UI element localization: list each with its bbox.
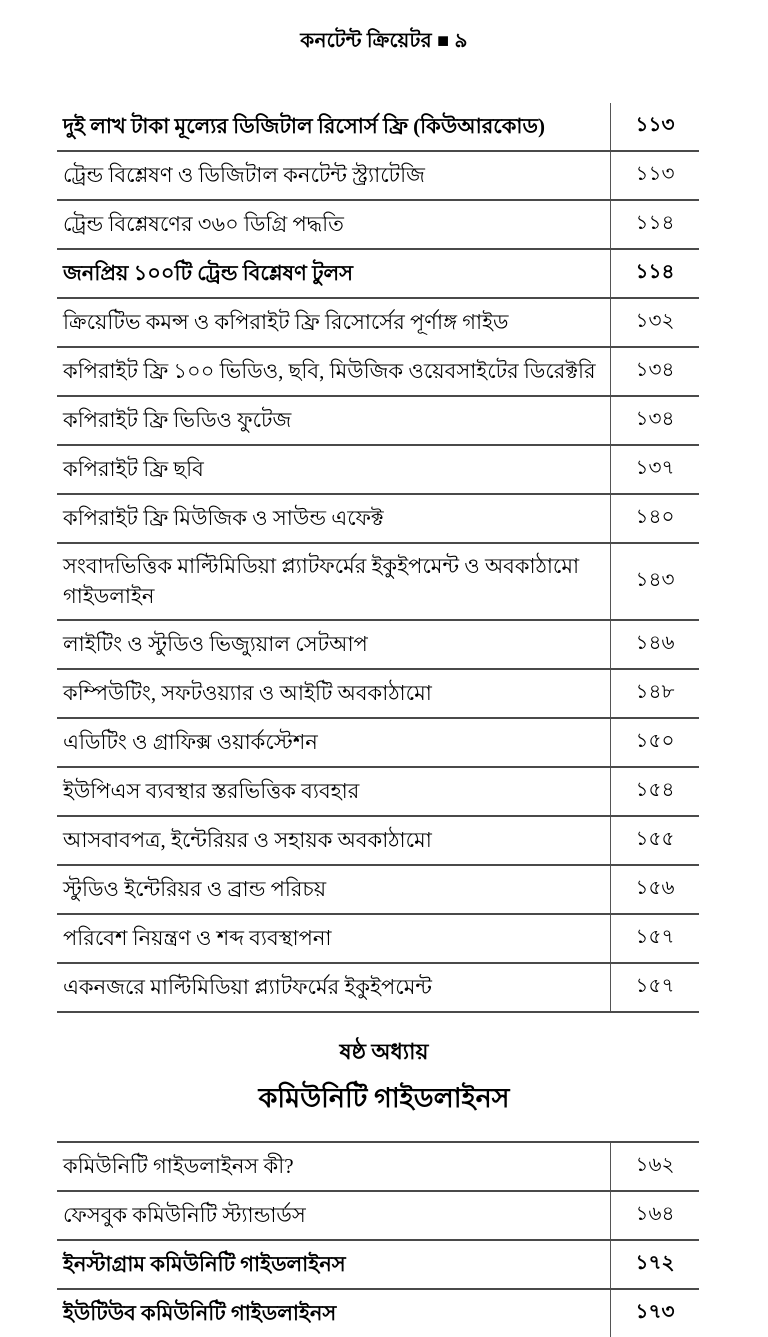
table-row [57,299,699,348]
toc-entry-title: কপিরাইট ফ্রি ভিডিও ফুটেজ [63,408,292,433]
toc-entry-title: সংবাদভিত্তিক মাল্টিমিডিয়া প্ল্যাটফর্মের ইকুইপমেন্ট ও অবকাঠামো গাইডলাইন [63,554,580,609]
chapter-title-heading: কমিউনিটি গাইডলাইনস [258,1082,510,1113]
toc-entry-title: স্টুডিও ইন্টেরিয়র ও ব্রান্ড পরিচয় [63,877,327,902]
toc-entry-page: ১৫৫ [610,817,699,864]
table-row [57,1290,699,1337]
toc-entry-page: ১৩৪ [610,397,699,444]
toc-entry-page: ১৬৪ [610,1192,699,1239]
toc-entry-title: ফেসবুক কমিউনিটি স্ট্যান্ডার্ডস [63,1203,306,1228]
toc-entry-page: ১৪৬ [610,621,699,668]
toc-entry-title: পরিবেশ নিয়ন্ত্রণ ও শব্দ ব্যবস্থাপনা [63,926,332,951]
table-row [57,964,699,1013]
table-row [57,817,699,866]
page-header: কনটেন্ট ক্রিয়েটর ■ ৯ [300,30,468,52]
table-row [57,1241,699,1290]
toc-entry-title: কমিউনিটি গাইডলাইনস কী? [63,1154,294,1179]
toc-entry-page: ১১৪ [610,201,699,248]
table-row [57,719,699,768]
table-row [57,1143,699,1192]
table-row [57,348,699,397]
toc-entry-page: ১৪০ [610,495,699,542]
table-row [57,915,699,964]
toc-entry-title: আসবাবপত্র, ইন্টেরিয়র ও সহায়ক অবকাঠামো [63,828,432,853]
toc-table-2 [57,1141,699,1337]
toc-entry-page: ১৫৬ [610,866,699,913]
chapter-heading [0,1035,768,1123]
toc-entry-title: ক্রিয়েটিভ কমন্স ও কপিরাইট ফ্রি রিসোর্সের পূর্ণাঙ্গ গাইড [63,310,509,335]
toc-entry-page: ১৬২ [610,1143,699,1190]
table-row [57,446,699,495]
toc-entry-page: ১১৩ [610,152,699,199]
toc-entry-title: ট্রেন্ড বিশ্লেষণের ৩৬০ ডিগ্রি পদ্ধতি [63,212,344,237]
toc-entry-title: ইউটিউব কমিউনিটি গাইডলাইনস [63,1301,337,1326]
table-row [57,768,699,817]
table-row [57,495,699,544]
toc-entry-page: ১১৩ [610,103,699,150]
table-row [57,201,699,250]
toc-table-1 [57,103,699,1013]
table-row [57,103,699,152]
toc-entry-page: ১৩২ [610,299,699,346]
toc-entry-title: কম্পিউটিং, সফটওয়্যার ও আইটি অবকাঠামো [63,681,432,706]
toc-entry-page: ১৫৭ [610,964,699,1011]
table-row [57,152,699,201]
table-row [57,544,699,621]
toc-entry-title: ইউপিএস ব্যবস্থার স্তরভিত্তিক ব্যবহার [63,779,360,804]
toc-entry-title: ট্রেন্ড বিশ্লেষণ ও ডিজিটাল কনটেন্ট স্ট্র্যাটেজি [63,163,425,188]
toc-entry-page: ১৪৮ [610,670,699,717]
toc-entry-title: কপিরাইট ফ্রি ১০০ ভিডিও, ছবি, মিউজিক ওয়েবসাইটের ডিরেক্টরি [63,359,596,384]
toc-entry-page: ১৭২ [610,1241,699,1288]
toc-entry-page: ১৩৪ [610,348,699,395]
toc-entry-title: দুই লাখ টাকা মূল্যের ডিজিটাল রিসোর্স ফ্রি (কিউআরকোড) [63,114,545,139]
toc-entry-page: ১৫০ [610,719,699,766]
table-row [57,621,699,670]
toc-entry-page: ১৭৩ [610,1290,699,1337]
toc-entry-page: ১৫৪ [610,768,699,815]
toc-entry-title: কপিরাইট ফ্রি মিউজিক ও সাউন্ড এফেক্ট [63,506,384,531]
toc-entry-title: কপিরাইট ফ্রি ছবি [63,457,204,482]
toc-entry-page: ১৫৭ [610,915,699,962]
toc-entry-title: একনজরে মাল্টিমিডিয়া প্ল্যাটফর্মের ইকুইপমেন্ট [63,975,432,1000]
table-row [57,397,699,446]
toc-entry-page: ১৩৭ [610,446,699,493]
toc-entry-page: ১১৪ [610,250,699,297]
toc-entry-page: ১৪৩ [610,544,699,619]
chapter-number-heading: ষষ্ঠ অধ্যায় [339,1038,429,1064]
toc-entry-title: লাইটিং ও স্টুডিও ভিজ্যুয়াল সেটআপ [63,632,368,657]
toc-entry-title: জনপ্রিয় ১০০টি ট্রেন্ড বিশ্লেষণ টুলস [63,261,354,286]
table-row [57,1192,699,1241]
toc-entry-title: এডিটিং ও গ্রাফিক্স ওয়ার্কস্টেশন [63,730,318,755]
toc-entry-title: ইনস্টাগ্রাম কমিউনিটি গাইডলাইনস [63,1252,346,1277]
table-row [57,866,699,915]
table-row [57,250,699,299]
table-row [57,670,699,719]
